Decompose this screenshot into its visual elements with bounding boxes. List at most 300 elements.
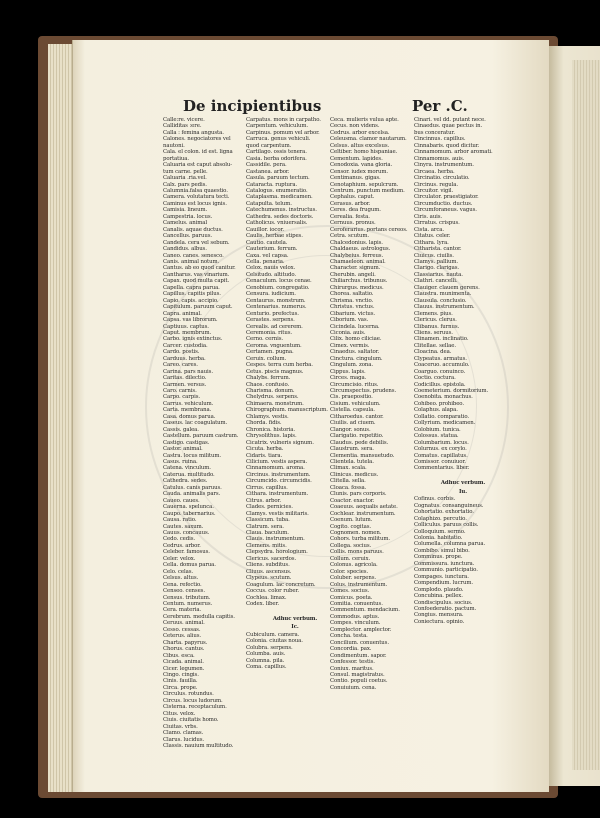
text-column-4 (414, 117, 512, 625)
text-line: Cauerna. spelunca. (163, 504, 214, 511)
text-line: Celtiber. homo hispaniae. (330, 149, 398, 156)
text-line: Chaldaeus. astrologus. (330, 246, 391, 253)
text-line: Cithara. lyra. (414, 239, 449, 246)
text-line: Casia. herba odorifera. (246, 155, 307, 162)
text-line: Concubina. pellex. (414, 593, 463, 600)
text-line: Clibanus. furnus. (414, 323, 460, 330)
text-line: Centimanus. gigas. (330, 175, 381, 182)
text-line: Camisia. lineum. (163, 207, 208, 214)
text-line: Ciconia. auis. (330, 329, 366, 336)
text-line: tum carne. pelle. (163, 168, 208, 175)
text-line: Cena. refectio. (163, 581, 202, 588)
text-line: Ceremonia. ritus. (246, 329, 292, 336)
text-line: Caxa. vel capsa. (246, 252, 289, 259)
text-line: Clauus. instrumentum. (414, 304, 475, 311)
text-line: Cingo. cingis. (163, 671, 199, 678)
text-line: Circumspectus. prudens. (330, 388, 397, 395)
text-line: Cautio. cautela. (246, 239, 288, 246)
text-line: Cincinnus. capillus. (414, 136, 466, 143)
text-line: Cera. materia. (163, 607, 202, 614)
text-line: Chorda. fidis. (246, 420, 282, 427)
text-line: Chiliarchus. tribunus. (330, 278, 388, 285)
text-line: Coarguo. conuinco. (414, 368, 466, 375)
text-line: Clangor. sonus. (330, 426, 371, 433)
text-line: Carcer. custodia. (163, 342, 208, 349)
text-line: Centum. numerus. (163, 600, 213, 607)
text-line: Cerealis. ad cererem. (246, 323, 303, 330)
text-line: Cartilago. ossis tenera. (246, 149, 307, 156)
text-line: Cenotaphium. sepulcrum. (330, 181, 399, 188)
text-line: Adhuc verbum. (440, 480, 486, 487)
text-line: Clarigatio. repetitio. (330, 433, 384, 440)
text-line: Cicer. legumen. (163, 665, 205, 672)
text-line: Carpo. carpis. (163, 394, 201, 401)
text-line: Capitulum. paruum caput. (163, 304, 233, 311)
text-line: Ceruus. animal. (163, 620, 205, 627)
text-line: Clientela. tutela. (330, 459, 374, 466)
text-line: Carpentum. vehiculum. (246, 123, 309, 130)
text-line: Capra. animal. (163, 310, 202, 317)
text-line: Concordia. pax. (330, 646, 372, 653)
text-line: Condimentum. sapor. (330, 652, 387, 659)
text-line: Cinyra. instrumentum. (414, 162, 474, 169)
text-line: Colaphizo. percutio. (414, 515, 467, 522)
text-line: Cliens. subditus. (246, 562, 290, 569)
text-line: Cataracta. ruptura. (246, 181, 298, 188)
text-line: Coluber. serpens. (330, 575, 377, 582)
text-line: Cenaculum. locus cenae. (246, 278, 312, 285)
text-line: Cloacina. dea. (414, 349, 452, 356)
text-line: Chirographum. manuscriptum. (246, 407, 328, 414)
text-line: Caterua. multitudo. (163, 471, 215, 478)
text-line: nautoni. (163, 142, 185, 149)
text-line: Cirratus. crispus. (414, 220, 460, 227)
text-line: Colonus. agricola. (330, 562, 378, 569)
text-line: Cementum. lapides. (330, 155, 383, 162)
text-line: Classiarius. nauta. (414, 271, 463, 278)
text-line: Casula. paruum tectum. (246, 175, 310, 182)
text-line: Cohors. turba militum. (330, 536, 390, 543)
text-line: Cinnamomus. auis. (414, 155, 465, 162)
text-line: Clauiger. clauem gerens. (414, 284, 480, 291)
text-line: Cistella. capsula. (330, 407, 375, 414)
text-line: bus conceratur. (414, 129, 455, 136)
running-title-left: De incipientibus (183, 97, 322, 115)
text-line: Cognomen. nomen. (330, 530, 382, 536)
text-line: Causa. ratio. (163, 517, 197, 524)
text-line: Carrus. vehiculum. (163, 400, 214, 407)
text-line: Cedo. cedis. (163, 536, 196, 543)
text-line: Clinamen. inclinatio. (414, 336, 469, 343)
text-line: Collum. ceruix. (330, 555, 371, 562)
text-line: Colurnus. ex corylo. (414, 446, 467, 453)
text-line: Commissura. iunctura. (414, 560, 475, 567)
text-line: Cantharus. vas vinarium. (163, 271, 230, 278)
text-line: Chalcedonius. lapis. (330, 239, 383, 246)
text-line: Communio. participatio. (414, 567, 478, 574)
text-line: Calliditas :ere. (163, 123, 202, 130)
text-line: Circulator. praestigiator. (414, 194, 479, 201)
text-line: Centaurus. monstrum. (246, 297, 306, 304)
text-line: Cespes. terra cum herba. (246, 362, 313, 369)
text-line: Circumductio. ductus. (414, 200, 473, 207)
text-line: Caupo. tabernarius. (163, 510, 216, 517)
text-line: Cisium. vehiculum. (330, 400, 381, 407)
text-line: Clemens. pius. (414, 310, 453, 317)
text-line: Ceres. dea frugum. (330, 207, 381, 214)
text-line: Colossus. statua. (414, 433, 459, 440)
text-line: Comes. socius. (330, 588, 370, 595)
text-line: Collyrium. medicamen. (414, 420, 476, 427)
text-line: Chamaeleon. animal. (330, 258, 386, 265)
text-line: Circulus. rotundus. (163, 691, 214, 698)
text-line: Circinus. regula. (414, 181, 458, 188)
text-line: Clunis. pars corporis. (330, 491, 387, 498)
text-line: Castanea. arbor. (246, 168, 290, 175)
text-line: Caminus est locus ignis. (163, 200, 227, 207)
text-line: Cogito. cogitas. (330, 523, 371, 530)
text-line: Coactor. exactor. (330, 497, 375, 504)
text-line: Codex. liber. (246, 600, 279, 607)
text-line: Classicum. tuba. (246, 517, 290, 524)
text-line: Cinnamomum. aroma. (246, 465, 305, 472)
text-line: Chlamys. vestis. (246, 413, 289, 420)
text-line: Complector. amplector. (330, 626, 392, 633)
text-line: Censura. iudicium. (246, 291, 296, 298)
text-line: Chirurgus. medicus. (330, 284, 384, 291)
text-line: Cedrus. arbor excelsa. (330, 129, 390, 136)
text-line: Chaos. confusio. (246, 381, 290, 388)
text-line: Cerasus. arbor. (330, 200, 371, 207)
text-line: Cognatus. consanguineus. (414, 502, 484, 509)
text-line: Coenum. lutum. (330, 517, 373, 524)
text-line: Caseus. lac coagulatum. (163, 420, 228, 427)
text-line: Cicada. animal. (163, 659, 204, 666)
text-line: Casa. domus parua. (163, 413, 216, 420)
text-line: Coniux. maritus. (330, 665, 374, 672)
text-line: Cetus. piscis magnus. (246, 368, 304, 375)
text-line: Colonia. habitatio. (414, 535, 463, 541)
text-line: Calones. negociatores vel (163, 136, 231, 143)
text-line: Commodus. aptus. (330, 613, 380, 620)
text-line: Cimex. vermis. (330, 342, 370, 349)
text-line: Chalybeius. ferreus. (330, 252, 384, 259)
text-line: Clericus. sacerdos. (246, 555, 297, 562)
text-line: Colliculus. paruus collis. (414, 522, 479, 529)
text-line: Cautes. saxum. (163, 523, 204, 530)
text-line: Cubiculum. camera. (246, 631, 300, 638)
text-line: Carduus. herba. (163, 355, 206, 362)
text-line: Centrum. punctum medium. (330, 187, 405, 194)
text-line: Clarus. lucidus. (163, 736, 205, 743)
text-line: Columba. auis. (246, 651, 286, 658)
text-line: Carta. membrana. (163, 407, 212, 414)
text-line: Cella. domus parua. (163, 562, 216, 569)
text-line: Centurio. prefectus. (246, 310, 299, 317)
text-line: Cicuta. herba. (246, 446, 284, 453)
text-line: Cedrus. arbor. (163, 542, 201, 549)
text-line: quod carpentum. (246, 142, 292, 149)
text-line: Adhuc verbum. (272, 615, 318, 622)
text-line: Cinctura. cingulum. (330, 355, 383, 362)
text-line: Cesso. cessas. (163, 626, 201, 633)
text-line: Collis. mons paruus. (330, 549, 384, 556)
text-line (414, 472, 512, 478)
text-line: Cardo. postis. (163, 349, 200, 356)
text-line: Circes. maga. (330, 375, 367, 382)
text-line: Calle:re. vicere. (163, 117, 205, 123)
text-line: Cauillor. iocor. (246, 226, 284, 233)
text-line: Condiscipulus. socius. (414, 599, 473, 606)
text-line: Charisma. donum. (246, 388, 295, 395)
text-line: Capax. quod multa capit. (163, 278, 230, 285)
text-line: Celsus. altus excelsus. (330, 142, 390, 149)
text-line: Cinaedus. quae pectus in. (414, 123, 483, 130)
text-line: Celo. celas. (163, 568, 194, 575)
text-line: Cerastes. serpens. (246, 317, 295, 324)
text-line: Cochlear. instrumentum. (330, 510, 396, 517)
text-line: Carmen. versus. (163, 381, 207, 388)
text-line: Ceruix. collum. (246, 355, 287, 362)
text-line: Centenarius. numerus. (246, 304, 307, 311)
text-line: Castor. animal. (163, 446, 203, 453)
text-line: Consul. magistratus. (330, 671, 385, 678)
text-line: Citharoedus. cantor. (330, 413, 384, 420)
text-line: Census. tributum. (163, 594, 211, 601)
text-line: Carpinus. pomum vel arbor. (246, 129, 320, 136)
text-line: Coctio. coctura. (414, 375, 456, 382)
text-line: Comicus. poeta. (330, 594, 373, 601)
text-line: Colubra. serpens. (246, 644, 293, 651)
text-line: Capella. capra parua. (163, 284, 220, 291)
text-line: Claustrum. sera. (330, 446, 374, 453)
text-line: Contio. populi coetus. (330, 678, 388, 685)
text-line: Classis. nauium multitudo. (163, 742, 234, 749)
text-line: Cetra. scutum. (330, 233, 370, 240)
text-line: Cista. arca. (414, 226, 444, 233)
text-line: Colloquium. sermo. (414, 528, 466, 535)
text-line: Ceroma. vnguentum. (246, 342, 302, 349)
text-line: Casus. ruina. (163, 459, 198, 466)
text-line: Cassidile. pera. (246, 162, 287, 169)
text-line: Confessor. testis. (330, 659, 375, 666)
text-line: Celeusma. clamor nautarum. (330, 136, 407, 143)
text-line: Caro. carnis. (163, 388, 197, 395)
text-line: Chimaera. monstrum. (246, 400, 304, 407)
text-line: Chelydrus. serpens. (246, 394, 299, 401)
text-line: Ceroferarius. portans cereos. (330, 226, 408, 233)
text-line: Censeo. censes. (163, 588, 205, 595)
text-line: Cancellus. paruus. (163, 233, 212, 240)
text-line: Colonia. ciuitas noua. (246, 638, 303, 645)
text-line: Confoederatio. pactum. (414, 605, 477, 612)
text-line: Cala. el colon. id est. ligna (163, 149, 233, 156)
text-line: Circus. locus ludorum. (163, 697, 223, 704)
text-line: Cirrus. capillus. (246, 484, 288, 491)
text-line: Cithara. instrumentum. (246, 491, 309, 498)
text-line: Coagulum. lac concretum. (246, 581, 316, 588)
text-line: Castellum. paruum castrum. (163, 433, 239, 440)
text-line: Caritas. dilectio. (163, 375, 207, 382)
text-line: Cilix. homo ciliciae. (330, 336, 382, 343)
text-line: Cauus. concauus. (163, 530, 210, 536)
text-line: Claudus. pede debilis. (330, 439, 389, 446)
text-line: Cibarium. victus. (330, 310, 376, 317)
text-line: Compes. vinculum. (330, 620, 381, 627)
text-line: Ceca. mulieris vulua apte. (330, 117, 399, 123)
text-line: Calla : femina angusta. (163, 129, 224, 136)
text-line: Citus. velox. (163, 710, 196, 717)
text-line: Caput. membrum. (163, 329, 212, 336)
text-line: Cathedra. sedes doctoris. (246, 213, 314, 220)
text-line: Circinus. instrumentum. (246, 471, 311, 478)
text-line: Calumnia.falsa quaestio. (163, 187, 228, 194)
text-line: Cochlea. limax. (246, 594, 287, 601)
text-line: Clausula. conclusio. (414, 297, 467, 304)
text-line: Cinnabaris. quod dicitur. (414, 142, 480, 149)
text-line: Cippus. lapis. (330, 368, 366, 375)
text-line: Cenobium. congregatio. (246, 284, 310, 291)
text-line: Cerebrum. medulla capitis. (163, 613, 235, 620)
text-line: Clericus. clerus. (414, 317, 457, 324)
text-line: Calx. pars pedis. (163, 181, 207, 188)
text-line: Comissor. conuiuor. (414, 459, 466, 466)
text-line: Carpatus. mons in carpatho. (246, 117, 321, 123)
text-line: Charta. papyrus. (163, 639, 208, 646)
text-line: Celeber. famosus. (163, 549, 210, 556)
text-line: Chorea. saltatio. (330, 291, 374, 298)
text-line: Cisterna. receptaculum. (163, 704, 227, 711)
text-line: Celox. nauis velox. (246, 265, 296, 272)
text-line: Cicatrix. vulneris signum. (246, 439, 314, 446)
text-line: Coaceruo. accumulo. (414, 362, 470, 369)
text-line: Circumcido. circumcidis. (246, 478, 312, 485)
text-line: Cinnamomum. arbor aromati. (414, 149, 493, 156)
text-line: Chrysolithus. lapis. (246, 433, 297, 440)
text-line: Clitella. sella. (330, 478, 366, 485)
text-line: Cephalus. caput. (330, 194, 375, 201)
text-line: Clitellae. sellae. (414, 342, 456, 349)
text-line: Congius. mensura. (414, 612, 464, 619)
text-line: Conuiuium. cena. (330, 684, 377, 691)
text-line: Circaea. herba. (414, 168, 455, 175)
text-line: Clemens. mitis. (246, 542, 287, 549)
text-line: Castigo. castigas. (163, 439, 210, 446)
text-line: Ciuilis. ad ciuem. (330, 420, 376, 427)
text-line: Coenobita. monachus. (414, 394, 473, 401)
text-line: Cidaris. tiara. (246, 452, 283, 459)
text-line: Cerealia. festa. (330, 213, 370, 220)
text-line: Chrisma. vnctio. (330, 297, 374, 304)
text-line: Cella. penaria. (246, 258, 285, 265)
text-line: Collega. socius. (330, 542, 372, 549)
text-line: Comatus. capillatus. (414, 452, 468, 459)
text-line: Caneo. canes. senesco. (163, 252, 224, 259)
text-line: Clades. pernicies. (246, 504, 293, 511)
text-line: Coniectura. opinio. (414, 618, 465, 625)
text-line: Cilicium. vestis aspera. (246, 459, 308, 466)
text-line: Cassis. galea. (163, 426, 199, 433)
text-line: portatiua. (163, 155, 189, 162)
text-line: Citatus. celer. (414, 233, 451, 240)
text-line: Concha. testa. (330, 633, 368, 640)
text-line: Catechumenus. instructus. (246, 207, 317, 214)
text-line: Celer. velox. (163, 555, 196, 562)
text-line: Ciris. auis. (414, 213, 443, 220)
text-line: Catholicus. vniuersalis. (246, 220, 308, 227)
text-line: Iu. (458, 488, 468, 495)
text-line: Carina. pars nauis. (163, 368, 213, 375)
text-line: Compages. iunctura. (414, 573, 469, 580)
text-line: Candidus. albus. (163, 246, 207, 253)
text-line: Celsitudo. altitudo. (246, 271, 296, 278)
text-line: Claua. baculum. (246, 530, 289, 536)
text-line: Coemeterium. dormitorium. (414, 388, 489, 395)
text-line: Clinicus. medicus. (330, 471, 379, 478)
text-line: Columbarium. locus. (414, 439, 469, 446)
text-line: Catapulta. telum. (246, 200, 292, 207)
text-line: Carruca. genus vehiculi. (246, 136, 311, 143)
text-line: Cecus. non videns. (330, 123, 380, 130)
text-line: Clatrum. sera. (246, 523, 284, 530)
text-line: Cliuus. ascensus. (246, 568, 292, 575)
text-line: Circinatio. circulatio. (414, 175, 470, 182)
text-line: Clarigo. clarigas. (414, 265, 459, 272)
text-line: Clamys. vestis militaris. (246, 510, 309, 517)
text-line: Camelus. animal (163, 220, 207, 227)
text-line: Clamo. clamas. (163, 730, 204, 737)
text-line: Ciborium. vas. (330, 317, 369, 324)
text-line: Compendium. lucrum. (414, 580, 473, 587)
text-line: Cloaca. fossa. (330, 484, 367, 491)
text-line: Commentum. mendacium. (330, 607, 400, 614)
text-line: Circa. prope. (163, 684, 198, 691)
text-line: Cinari. vel dd. putant nece. (414, 117, 486, 123)
text-line: Candela. cera vel sebum. (163, 239, 230, 246)
text-line: Captiuus. captus. (163, 323, 209, 330)
text-line: Columella. columna parua. (414, 541, 486, 548)
text-line: Character. signum. (330, 265, 381, 272)
text-line: Caulis. herbae stipes. (246, 233, 303, 240)
text-line: Caluaria est caput absolu- (163, 162, 232, 169)
text-line: Cibus. esca. (163, 652, 195, 659)
text-line: Combibo. simul bibo. (414, 547, 470, 554)
text-line: Chalybs. ferrum. (246, 375, 291, 382)
text-line: Celsus. altus. (163, 575, 199, 582)
text-line: Canalis. aquae ductus. (163, 226, 223, 233)
text-line: Clauis. instrumentum. (246, 536, 305, 543)
text-line: Carbo. ignis extinctus. (163, 336, 223, 343)
text-line: Columna. pila. (246, 657, 285, 664)
text-line: Capsa. vas librorum. (163, 317, 218, 324)
text-line: Castra. locus militum. (163, 452, 221, 459)
text-line: Cofinus. corbis. (414, 496, 456, 503)
text-line: Colobium. tunica. (414, 426, 461, 433)
text-line: Cauterium. ferrum. (246, 246, 298, 253)
text-line: Cernuus. pronus. (330, 220, 376, 227)
text-line: Cantus. ab eo quod canitur. (163, 265, 236, 272)
text-line: Commentarius. liber. (414, 465, 470, 472)
text-line: Citharista. cantor. (414, 246, 462, 253)
text-line: Christus. vnctus. (330, 304, 375, 311)
text-line: Citrus. arbor. (246, 497, 282, 504)
text-line: Coaeuus. aequalis aetate. (330, 504, 398, 511)
text-line: Capio. capis. accipio. (163, 297, 219, 304)
text-line: Clementia. mansuetudo. (330, 452, 395, 459)
text-line: Claustra. munimenta. (414, 291, 472, 298)
text-line: Coccus. color ruber. (246, 588, 299, 595)
text-line: Ciuitas. vrbs. (163, 723, 198, 730)
